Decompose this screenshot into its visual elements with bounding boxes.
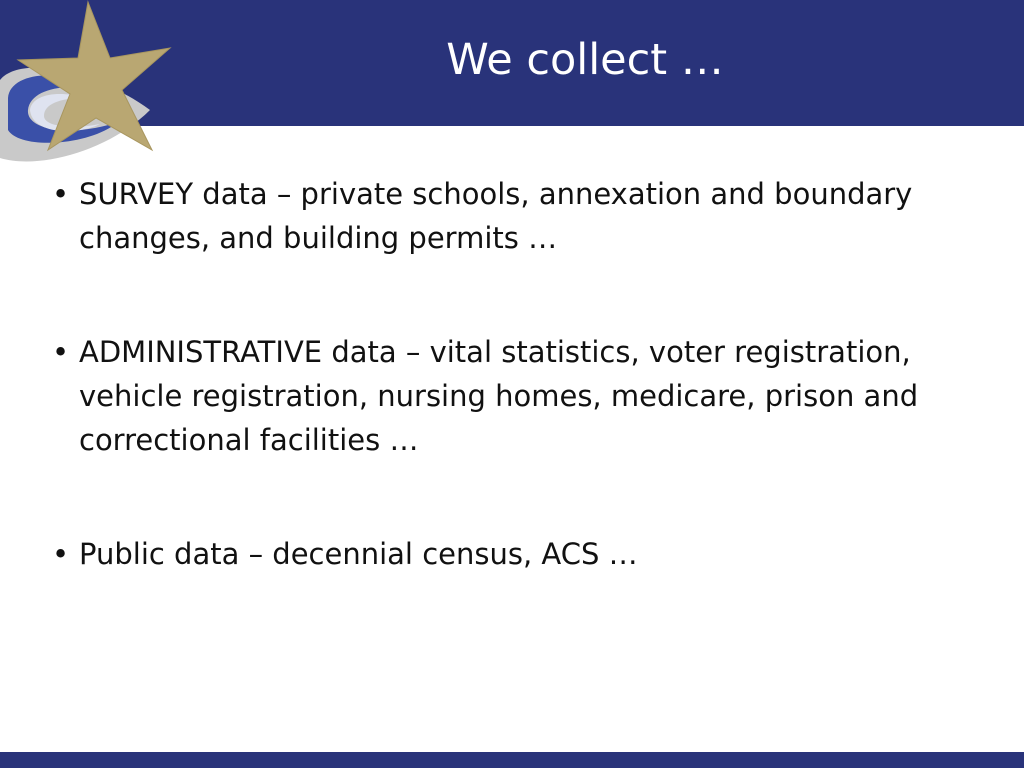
bullet-item-survey — [52, 172, 952, 260]
bullet-item-administrative — [52, 330, 952, 462]
bullet-dot-icon — [52, 172, 68, 216]
bullet-item-public — [52, 532, 952, 576]
slide-title: We collect … — [446, 35, 724, 85]
bullet-dot-icon — [52, 330, 68, 374]
star-swoosh-logo-icon — [0, 0, 200, 170]
footer-band — [0, 752, 1024, 768]
bullet-list — [52, 172, 952, 576]
bullet-text: ADMINISTRATIVE data – vital statistics, voter registration, vehicle registration, nursing homes, medicare, prison and correctional facilities … — [79, 335, 919, 457]
bullet-text: Public data – decennial census, ACS … — [79, 537, 638, 571]
bullet-dot-icon — [52, 532, 68, 576]
bullet-text: SURVEY data – private schools, annexation and boundary changes, and building permits … — [79, 177, 913, 255]
